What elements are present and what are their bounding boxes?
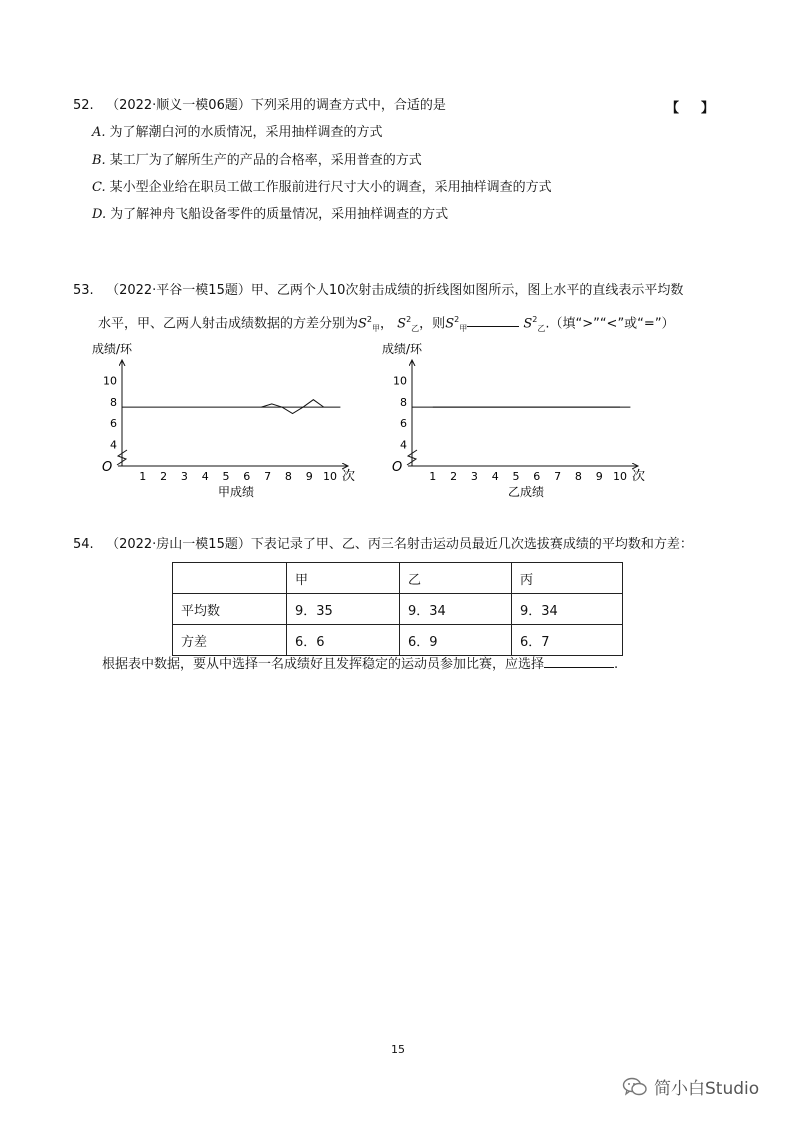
answer-bracket: 【 】	[666, 101, 715, 116]
q52-stem-line	[73, 97, 446, 115]
q53-source: （2022·平谷一模15题）	[106, 283, 251, 298]
q54-number: 54.	[73, 537, 94, 552]
q52-option-c: C. 某小型企业给在职员工做工作服前进行尺寸大小的调查，采用抽样调查的方式	[92, 180, 552, 195]
x-tick-label: 6	[533, 470, 541, 483]
origin-label: O	[102, 460, 113, 475]
table-cell: 乙	[400, 563, 512, 594]
answer-blank[interactable]	[467, 314, 519, 327]
table-cell: 丙	[512, 563, 623, 594]
y-tick-label: 8	[400, 395, 407, 409]
y-tick-label: 10	[103, 374, 117, 388]
q53-stem-line1	[73, 282, 683, 300]
x-tick-label: 3	[470, 470, 478, 483]
x-tick-label: 5	[222, 470, 230, 483]
page-number: 15	[391, 1043, 405, 1056]
x-tick-label: 4	[491, 470, 499, 483]
q54-source: （2022·房山一模15题）	[106, 537, 251, 552]
x-tick-label: 9	[305, 470, 313, 483]
x-axis-label: 次	[342, 469, 356, 484]
wechat-icon	[622, 1076, 648, 1098]
table-cell: 甲	[287, 563, 400, 594]
chart-title: 乙成绩	[508, 485, 545, 498]
table-cell: 9．34	[512, 594, 623, 625]
answer-blank[interactable]	[544, 655, 614, 668]
x-tick-label: 8	[574, 470, 582, 483]
y-axis-label: 成绩/环	[92, 342, 133, 356]
x-tick-label: 4	[201, 470, 209, 483]
q52-source: （2022·顺义一模06题）	[106, 98, 251, 113]
table-cell: 9．34	[400, 594, 512, 625]
table-row	[173, 625, 623, 656]
x-axis-label: 次	[632, 469, 646, 484]
y-tick-label: 10	[393, 374, 407, 388]
chart-title: 甲成绩	[218, 485, 255, 498]
q53-stem: 甲、乙两个人10次射击成绩的折线图如图所示，图上水平的直线表示平均数	[250, 283, 684, 298]
x-tick-label: 10	[323, 470, 337, 483]
q52-stem: 下列采用的调查方式中，合适的是	[250, 98, 446, 113]
table-cell: 6．7	[512, 625, 623, 656]
q52-option-b: B. 某工厂为了解所生产的产品的合格率，采用普查的方式	[92, 153, 422, 168]
table-cell: 平均数	[173, 594, 287, 625]
y-tick-label: 4	[110, 438, 117, 452]
x-tick-label: 5	[512, 470, 520, 483]
x-tick-label: 3	[180, 470, 188, 483]
y-axis-label: 成绩/环	[382, 342, 423, 356]
y-tick-label: 6	[400, 417, 407, 431]
q53-stem-line2: 水平，甲、乙两人射击成绩数据的方差分别为$S^2_甲$， $S^2_乙$，则$S^2_甲$ $S^2_乙$.（填“>”“<”或“=”）	[98, 315, 675, 333]
table-cell	[173, 563, 287, 594]
x-tick-label: 8	[284, 470, 292, 483]
origin-label: O	[392, 460, 403, 475]
q54-answer-line: 根据表中数据，要从中选择一名成绩好且发挥稳定的运动员参加比赛，应选择 .	[102, 657, 619, 672]
table-cell: 6．6	[287, 625, 400, 656]
chart-jia	[90, 338, 360, 498]
y-tick-label: 8	[110, 395, 117, 409]
q52-option-d: D. 为了解神舟飞船设备零件的质量情况，采用抽样调查的方式	[92, 207, 449, 222]
table-header-row	[173, 563, 623, 594]
table-cell: 9．35	[287, 594, 400, 625]
q54-stem: 下表记录了甲、乙、丙三名射击运动员最近几次选拔赛成绩的平均数和方差：	[250, 537, 693, 552]
table-cell: 6．9	[400, 625, 512, 656]
q54-stem-line	[73, 536, 693, 554]
y-tick-label: 6	[110, 417, 117, 431]
x-tick-label: 6	[243, 470, 251, 483]
x-tick-label: 9	[595, 470, 603, 483]
series-line	[261, 400, 323, 414]
x-tick-label: 1	[139, 470, 147, 483]
x-tick-label: 7	[554, 470, 562, 483]
watermark: 简小白Studio	[622, 1074, 759, 1099]
chart-yi	[380, 338, 650, 498]
x-tick-label: 2	[450, 470, 458, 483]
q52-number: 52.	[73, 98, 94, 113]
x-tick-label: 10	[613, 470, 627, 483]
stats-table	[172, 562, 623, 656]
q52-option-a: A. 为了解潮白河的水质情况，采用抽样调查的方式	[92, 125, 383, 140]
x-tick-label: 2	[160, 470, 168, 483]
q53-number: 53.	[73, 283, 94, 298]
x-tick-label: 1	[429, 470, 437, 483]
table-row	[173, 594, 623, 625]
y-tick-label: 4	[400, 438, 407, 452]
x-tick-label: 7	[264, 470, 272, 483]
table-cell: 方差	[173, 625, 287, 656]
